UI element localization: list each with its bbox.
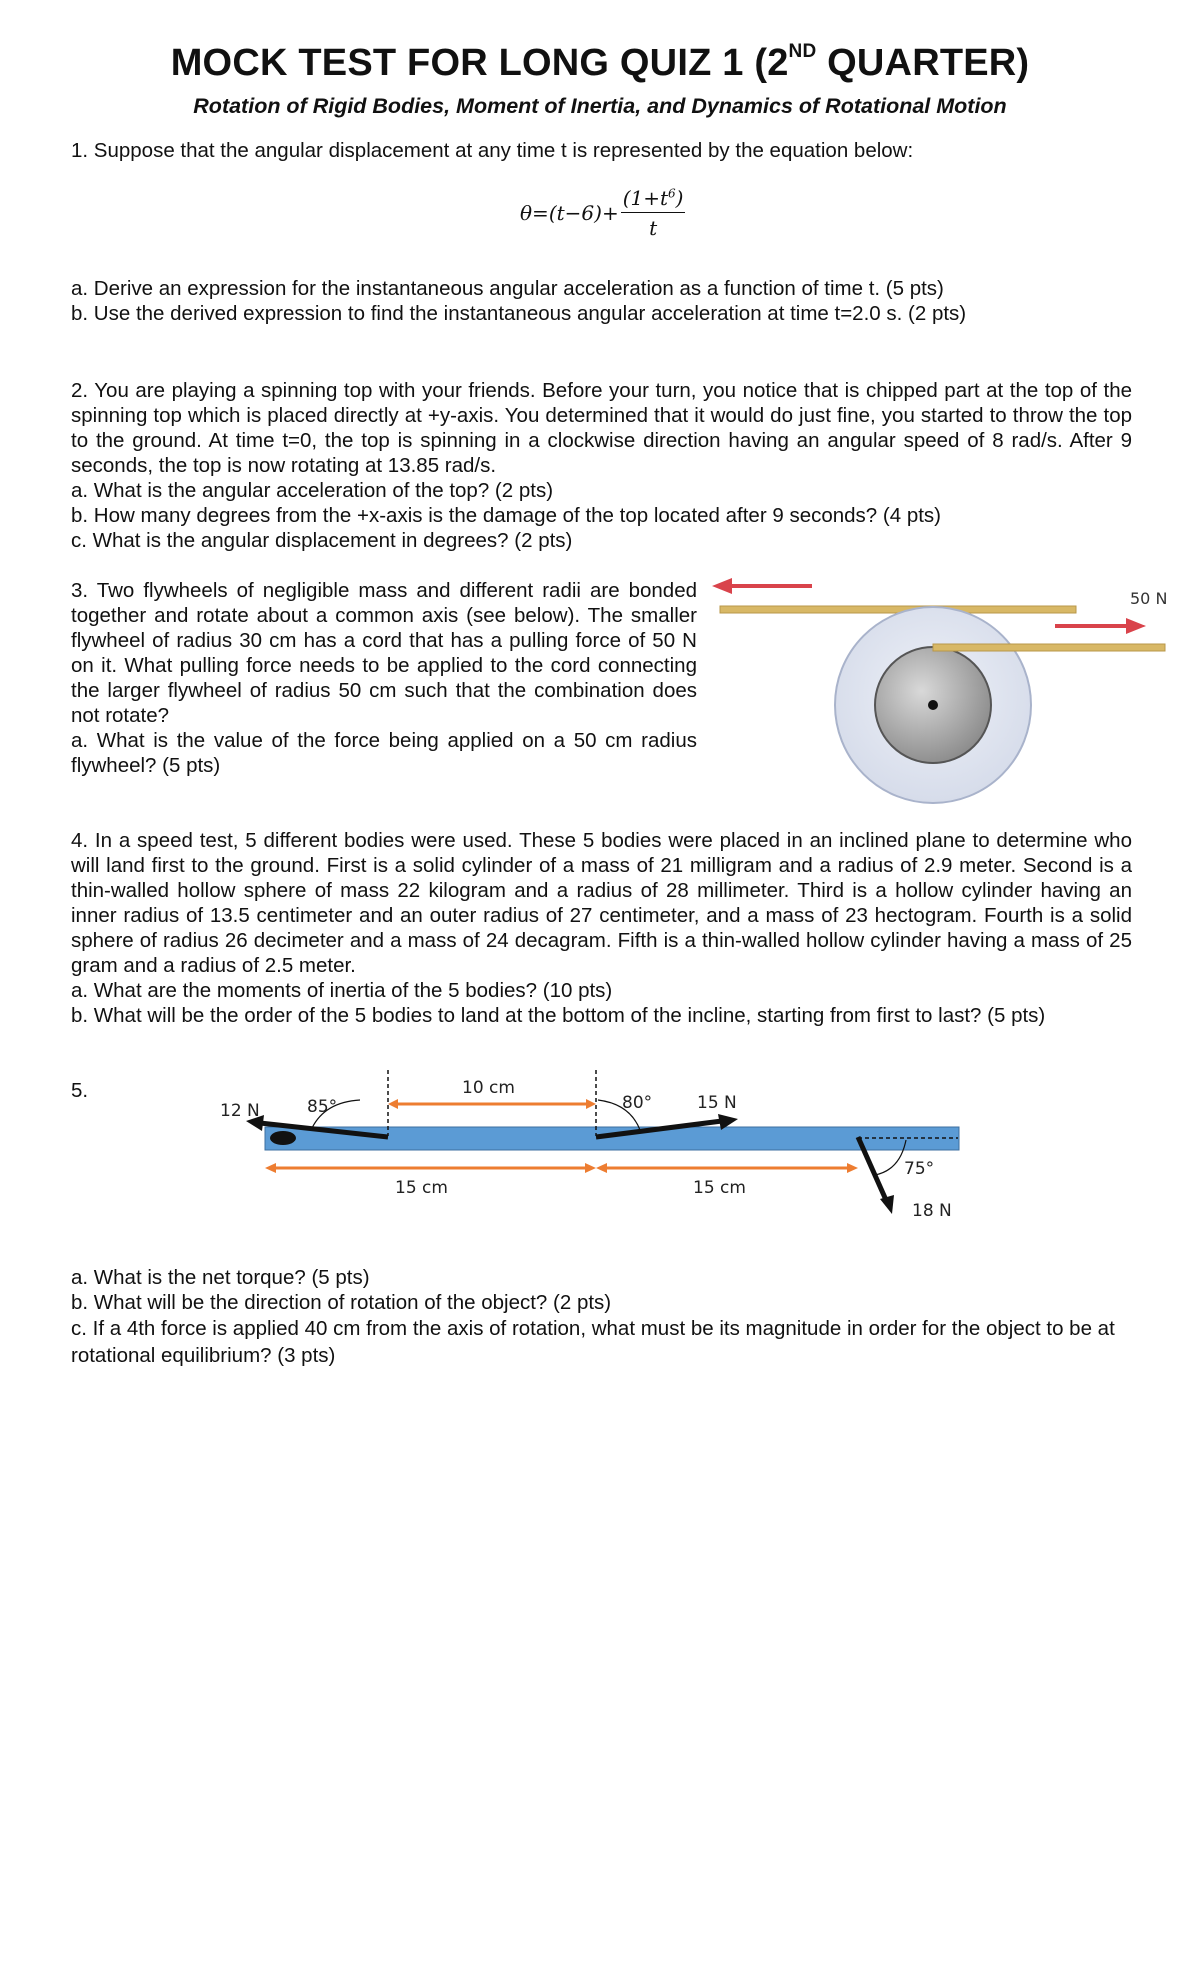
q5-part-b: b. What will be the direction of rotation of the object? (2 pts): [71, 1291, 612, 1314]
dim-label-15cm-right: 15 cm: [693, 1178, 746, 1198]
force-label-15n: 15 N: [697, 1093, 737, 1113]
q5-number: 5.: [71, 1079, 89, 1102]
flywheel-figure: [700, 570, 1170, 810]
q2-part-a: a. What is the angular acceleration of the top? (2 pts): [71, 479, 554, 502]
q2-part-b: b. How many degrees from the +x-axis is the damage of the top located after 9 seconds? (4 pts): [71, 504, 941, 527]
q4-part-b: b. What will be the order of the 5 bodies to land at the bottom of the incline, starting from first to last? (5 pts): [71, 1004, 1046, 1027]
angle-label-85: 85°: [307, 1097, 338, 1117]
beam-figure: [200, 1060, 1000, 1230]
large-wheel-cord: [720, 606, 1076, 613]
q3-prompt: 3. Two flywheels of negligible mass and different radii are bonded together and rotate about a common axis (see below). The smaller flywheel of radius 30 cm has a cord that has a pulling force of 50 N on it. What pulling force needs to be applied to the cord connecting the larger flywheel of radius 50 cm such that the combination does not rotate?: [71, 579, 697, 727]
q4-part-a: a. What are the moments of inertia of the 5 bodies? (10 pts): [71, 979, 613, 1002]
dim-label-15cm-left: 15 cm: [395, 1178, 448, 1198]
right-force-arrowhead: [1126, 618, 1146, 634]
q4-prompt: 4. In a speed test, 5 different bodies were used. These 5 bodies were placed in an inclined plane to determine who will land first to the ground. First is a solid cylinder of a mass of 21 milligram and a radius of 2.9 meter. Second is a thin-walled hollow sphere of mass 22 kilogram and a radius of 28 millimeter. Third is a hollow cylinder having an inner radius of 13.5 centimeter and an outer radius of 27 centimeter, and a mass of 23 hectogram. Fourth is a solid sphere of radius 26 decimeter and a mass of 24 decagram. Fifth is a thin-walled hollow cylinder having a mass of 25 gram and a radius of 2.5 meter.: [71, 829, 1132, 977]
force-label-18n: 18 N: [912, 1201, 952, 1221]
force-label-12n: 12 N: [220, 1101, 260, 1121]
q1-equation: θ= (t−6)+ $\frac{(1+t^6)}{t}$: [520, 186, 684, 240]
page-subtitle: Rotation of Rigid Bodies, Moment of Inertia, and Dynamics of Rotational Motion: [193, 94, 1007, 118]
left-force-arrowhead: [712, 578, 732, 594]
angle-label-75: 75°: [904, 1159, 935, 1179]
q1-prompt: 1. Suppose that the angular displacement at any time t is represented by the equation below:: [71, 139, 914, 162]
pivot-dot: [270, 1131, 296, 1145]
q2-prompt: 2. You are playing a spinning top with your friends. Before your turn, you notice that is chipped part at the top of the spinning top which is placed directly at +y-axis. You determined that it would do just fine, you started to throw the top to the ground. At time t=0, the top is spinning in a clockwise direction having an angular speed of 8 rad/s. After 9 seconds, the top is now rotating at 13.85 rad/s.: [71, 379, 1132, 477]
q5-part-c: c. If a 4th force is applied 40 cm from the axis of rotation, what must be its magnitude in order for the object to be at rotational equilibrium? (3 pts): [71, 1317, 1115, 1367]
axis-point: [928, 700, 938, 710]
force-label-50n: 50 N: [1130, 589, 1168, 608]
dim-label-10cm: 10 cm: [462, 1078, 515, 1098]
page-title: MOCK TEST FOR LONG QUIZ 1 (2ND QUARTER): [170, 41, 1030, 84]
angle-label-80: 80°: [622, 1093, 653, 1113]
q1-part-b: b. Use the derived expression to find the instantaneous angular acceleration at time t=2.0 s. (2 pts): [71, 302, 967, 325]
q2-part-c: c. What is the angular displacement in degrees? (2 pts): [71, 529, 573, 552]
q5-part-a: a. What is the net torque? (5 pts): [71, 1266, 370, 1289]
q1-part-a: a. Derive an expression for the instantaneous angular acceleration as a function of time t. (5 pts): [71, 277, 944, 300]
q3-part-a: a. What is the value of the force being applied on a 50 cm radius flywheel? (5 pts): [71, 729, 697, 777]
small-wheel-cord: [933, 644, 1165, 651]
beam: [265, 1127, 959, 1150]
